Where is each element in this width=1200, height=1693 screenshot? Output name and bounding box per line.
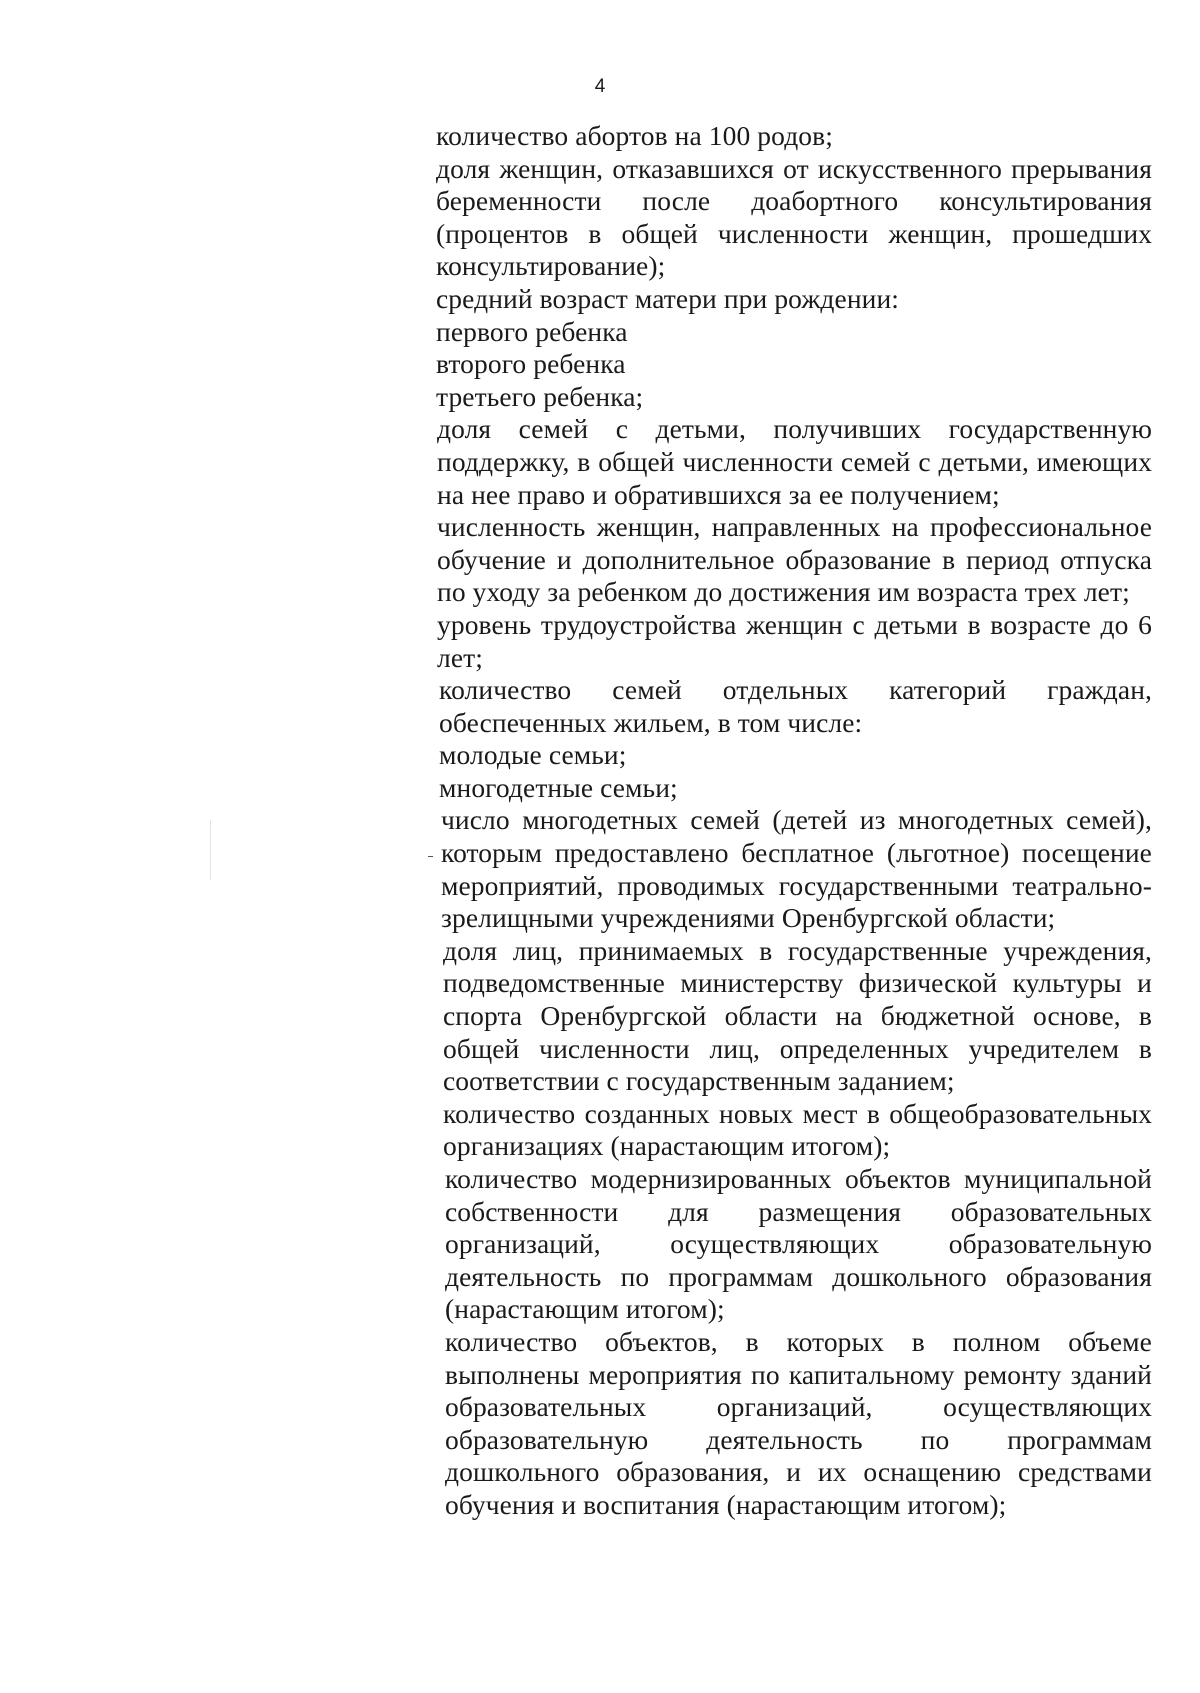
paragraph-women-refused-abortion: доля женщин, отказавшихся от искусственного прерывания беременности после доабортного консультирования (процентов в общей численности женщин, прошедших консультирование); [436,152,1152,282]
paragraph-abortions-per-100-births: количество абортов на 100 родов; [436,120,833,151]
paragraph-capital-repair-objects: количество объектов, в которых в полном объеме выполнены мероприятия по капитальному ремонту зданий образовательных организаций, осуществляющих образовательную деятельность по программам дошкольного образования, и их оснащению средствами обучения и воспитания (нарастающим итогом); [445,1325,1152,1520]
page-number: 4 [594,76,606,97]
paragraph-large-families-theatre-visits: число многодетных семей (детей из многодетных семей), которым предоставлено бесплатное (льготное) посещение мероприятий, проводимых государственными театрально-зрелищными учреждениями Оренбургской области; [441,804,1152,934]
paragraph-third-child: третьего ребенка; [436,380,644,412]
paragraph-modernized-preschool-objects: количество модернизированных объектов муниципальной собственности для размещения образовательных организаций, осуществляющих образовательную деятельность по программам дошкольного образования (нарастающим итогом); [445,1163,1152,1325]
paragraph-sports-institutions-share: доля лиц, принимаемых в государственные учреждения, подведомственные министерству физической культуры и спорта Оренбургской области на бюджетной основе, в общей численности лиц, определенных учредителем в соответствии с государственным заданием; [443,934,1152,1097]
paragraph-first-child: первого ребенка [436,315,628,347]
scan-tick-mark [428,856,433,857]
paragraph-families-state-support: доля семей с детьми, получивших государственную поддержку, в общей численности семей с детьми, имеющих на нее право и обратившихся за ее получением; [437,413,1152,510]
paragraph-families-housing: количество семей отдельных категорий граждан, обеспеченных жильем, в том числе: [439,674,1152,738]
paragraph-second-child: второго ребенка [436,348,626,380]
paragraph-new-school-places: количество созданных новых мест в общеобразовательных организациях (нарастающим итогом); [443,1097,1152,1162]
paragraph-women-employment-level: уровень трудоустройства женщин с детьми в возрасте до 6 лет; [437,608,1152,673]
paragraph-young-families: молодые семьи; [439,739,627,771]
document-body [436,120,1152,1522]
paragraph-large-families: многодетные семьи; [439,771,678,803]
paragraph-women-professional-training: численность женщин, направленных на профессиональное обучение и дополнительное образование в период отпуска по уходу за ребенком до достижения им возраста трех лет; [437,511,1152,608]
scan-margin-mark [210,820,211,880]
paragraph-mother-average-age: средний возраст матери при рождении: [436,282,900,314]
